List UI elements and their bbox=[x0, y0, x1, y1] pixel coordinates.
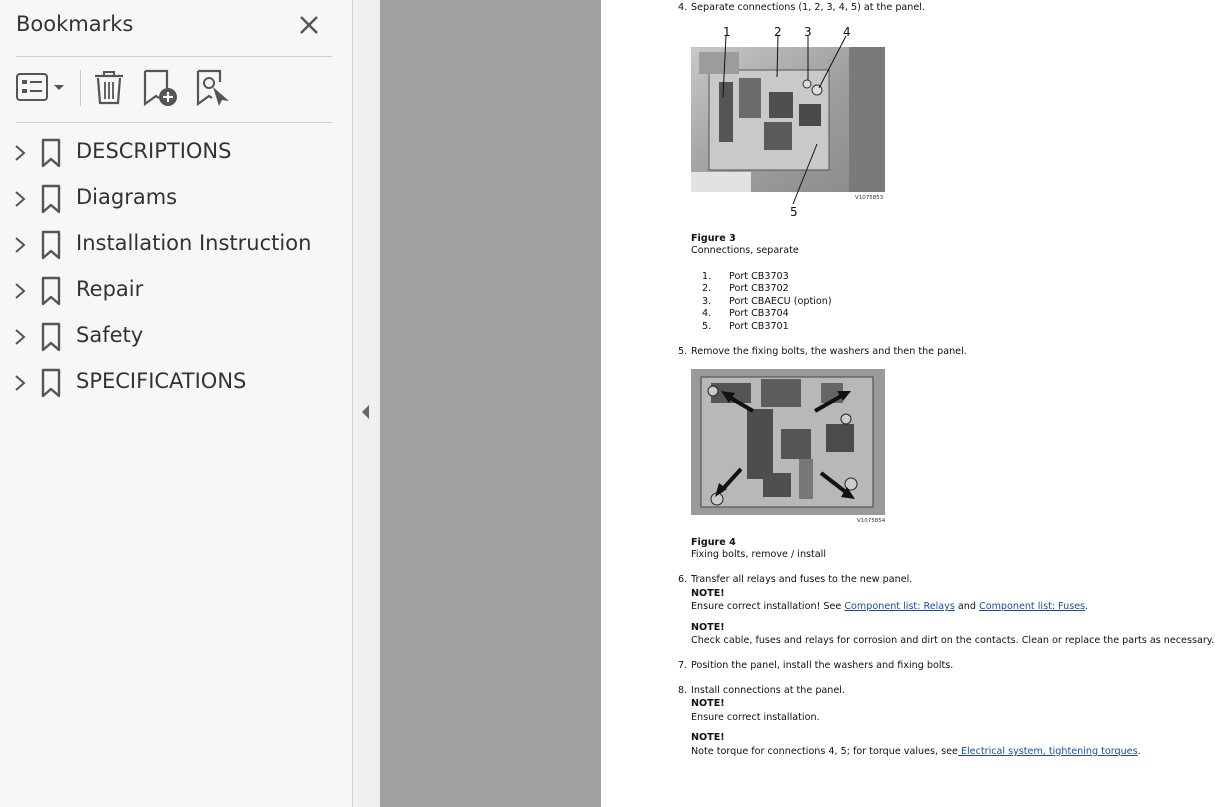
options-icon[interactable] bbox=[16, 68, 66, 108]
close-icon[interactable] bbox=[296, 12, 322, 38]
toolbar-separator bbox=[80, 70, 81, 106]
divider bbox=[16, 122, 332, 123]
divider bbox=[16, 56, 332, 57]
figure-title: Figure 3 bbox=[691, 233, 736, 244]
find-bookmark-icon[interactable] bbox=[196, 68, 232, 108]
bookmark-icon bbox=[40, 138, 62, 168]
figure-code: V1075854 bbox=[857, 518, 886, 524]
bookmark-item-installation-instruction[interactable] bbox=[0, 225, 351, 265]
bookmark-item-descriptions[interactable] bbox=[0, 133, 351, 173]
chevron-right-icon[interactable] bbox=[10, 327, 30, 347]
list-item: Port CBAECU (option) bbox=[729, 296, 832, 307]
bookmark-label: DESCRIPTIONS bbox=[76, 139, 232, 163]
list-number: 2. bbox=[702, 283, 712, 294]
bookmark-item-specifications[interactable] bbox=[0, 363, 351, 403]
callout-label: 4 bbox=[843, 25, 851, 39]
figure-code: V1075853 bbox=[855, 195, 884, 201]
note-text: Ensure correct installation. bbox=[691, 712, 820, 723]
step-text: Remove the fixing bolts, the washers and then the panel. bbox=[691, 346, 967, 357]
note-label: NOTE! bbox=[691, 622, 725, 633]
chevron-right-icon[interactable] bbox=[10, 235, 30, 255]
new-bookmark-icon[interactable] bbox=[142, 68, 180, 108]
note-text-prefix: Ensure correct installation! See bbox=[691, 601, 845, 612]
note-text-conjunction: and bbox=[954, 601, 979, 612]
figure-3-image bbox=[689, 22, 889, 218]
list-number: 1. bbox=[702, 271, 712, 282]
bookmarks-title: Bookmarks bbox=[16, 12, 134, 36]
step-text: Position the panel, install the washers and fixing bolts. bbox=[691, 660, 954, 671]
bookmarks-panel bbox=[0, 0, 353, 807]
bookmark-icon bbox=[40, 184, 62, 214]
bookmark-label: Repair bbox=[76, 277, 144, 301]
bookmark-icon bbox=[40, 276, 62, 306]
figure-title: Figure 4 bbox=[691, 537, 736, 548]
bookmark-item-safety[interactable] bbox=[0, 317, 351, 357]
bookmark-label: SPECIFICATIONS bbox=[76, 369, 247, 393]
list-item: Port CB3704 bbox=[729, 308, 789, 319]
collapse-left-icon[interactable] bbox=[358, 402, 374, 422]
delete-icon[interactable] bbox=[92, 68, 126, 108]
note-text-period: . bbox=[1085, 601, 1089, 612]
step-number: 4. bbox=[678, 2, 688, 13]
note-text-prefix: Note torque for connections 4, 5; for torque values, see bbox=[691, 746, 958, 757]
callout-label: 1 bbox=[723, 25, 731, 39]
note-label: NOTE! bbox=[691, 588, 725, 599]
bookmark-label: Safety bbox=[76, 323, 144, 347]
bookmark-item-diagrams[interactable] bbox=[0, 179, 351, 219]
list-number: 3. bbox=[702, 296, 712, 307]
list-item: Port CB3702 bbox=[729, 283, 789, 294]
list-number: 4. bbox=[702, 308, 712, 319]
bookmark-label: Installation Instruction bbox=[76, 231, 312, 255]
link-electrical-tightening-torques[interactable]: Electrical system, tightening torques bbox=[957, 746, 1138, 757]
list-number: 5. bbox=[702, 321, 712, 332]
callout-label: 3 bbox=[804, 25, 812, 39]
chevron-right-icon[interactable] bbox=[10, 189, 30, 209]
chevron-right-icon[interactable] bbox=[10, 373, 30, 393]
figure-4-image bbox=[691, 369, 889, 525]
step-text: Transfer all relays and fuses to the new panel. bbox=[691, 574, 913, 585]
note-text: Check cable, fuses and relays for corrosion and dirt on the contacts. Clean or replace the parts as necessary. bbox=[691, 635, 1215, 646]
step-number: 5. bbox=[678, 346, 688, 357]
bookmark-item-repair[interactable] bbox=[0, 271, 351, 311]
bookmark-label: Diagrams bbox=[76, 185, 178, 209]
document-page bbox=[601, 0, 1217, 807]
step-number: 7. bbox=[678, 660, 688, 671]
callout-label: 5 bbox=[790, 205, 798, 218]
note-label: NOTE! bbox=[691, 732, 725, 743]
note-text bbox=[691, 746, 1141, 758]
chevron-right-icon[interactable] bbox=[10, 143, 30, 163]
bookmark-icon bbox=[40, 230, 62, 260]
figure-caption: Fixing bolts, remove / install bbox=[691, 549, 827, 560]
step-number: 6. bbox=[678, 574, 688, 585]
list-item: Port CB3701 bbox=[729, 321, 789, 332]
link-component-list-fuses[interactable]: Component list: Fuses bbox=[979, 601, 1086, 612]
bookmark-icon bbox=[40, 322, 62, 352]
chevron-right-icon[interactable] bbox=[10, 281, 30, 301]
bookmark-icon bbox=[40, 368, 62, 398]
step-text: Install connections at the panel. bbox=[691, 685, 845, 696]
figure-caption: Connections, separate bbox=[691, 245, 799, 256]
note-label: NOTE! bbox=[691, 698, 725, 709]
note-text-period: . bbox=[1137, 746, 1141, 757]
list-item: Port CB3703 bbox=[729, 271, 789, 282]
callout-label: 2 bbox=[774, 25, 782, 39]
document-canvas-background bbox=[380, 0, 601, 807]
link-component-list-relays[interactable]: Component list: Relays bbox=[844, 601, 955, 612]
note-text bbox=[691, 601, 1088, 613]
step-text: Separate connections (1, 2, 3, 4, 5) at the panel. bbox=[691, 2, 926, 13]
step-number: 8. bbox=[678, 685, 688, 696]
